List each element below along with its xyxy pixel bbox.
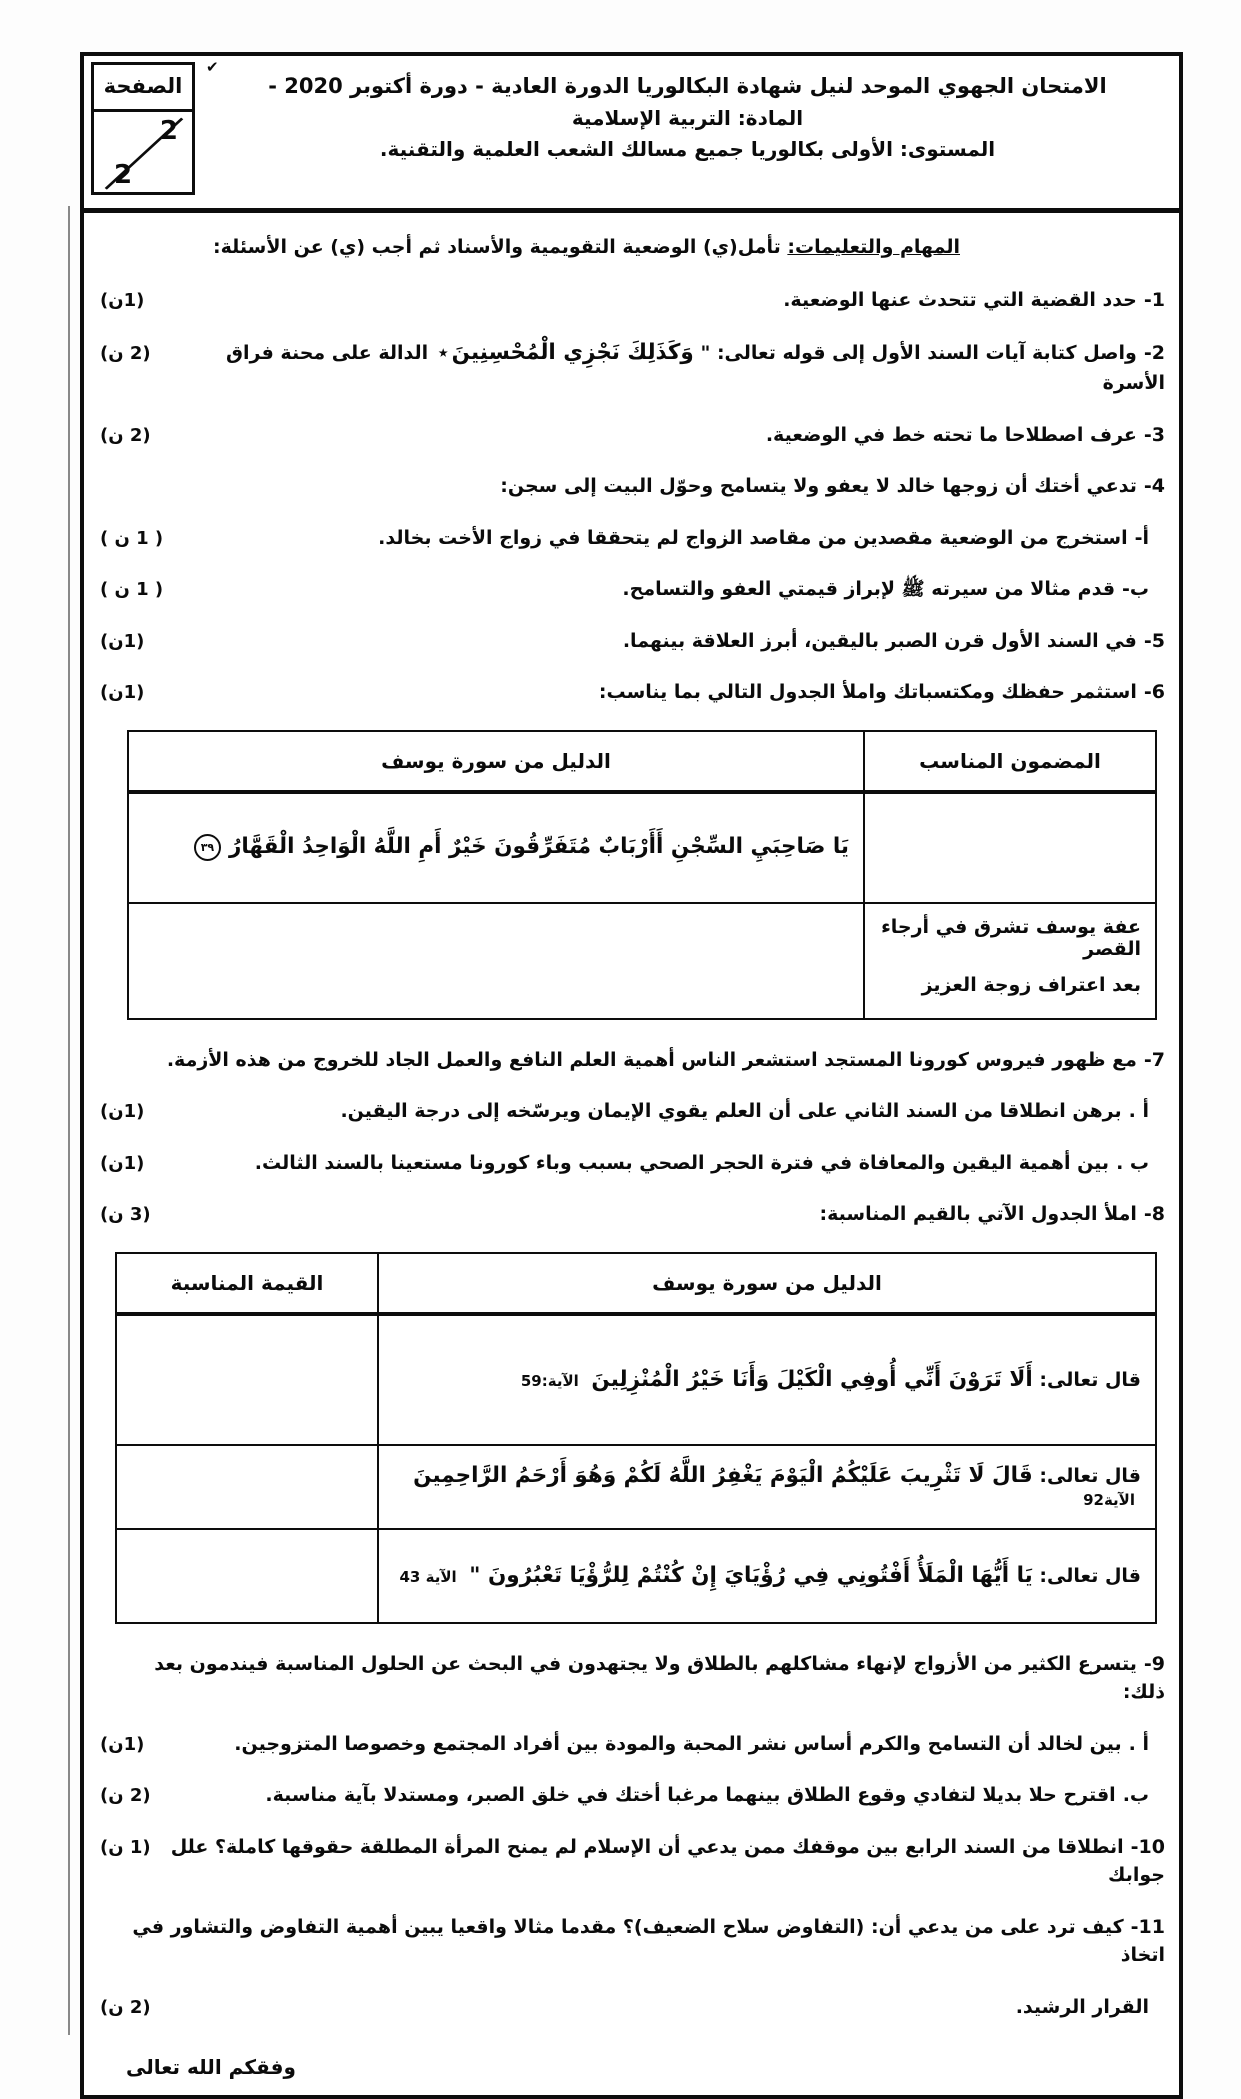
- question-8: [100, 1200, 1165, 1229]
- question-4: [100, 472, 1165, 501]
- ayah-reference: الآية92: [1083, 1491, 1135, 1510]
- question-number: أ-: [1134, 526, 1149, 549]
- table-row: [128, 903, 1156, 1019]
- question-11-line2: [100, 1993, 1165, 2022]
- question-text: واصل كتابة آيات السند الأول إلى قوله تعالى: ": [700, 342, 1137, 364]
- question-marks: ( 1 ن ): [100, 527, 164, 549]
- question-number: 9-: [1143, 1652, 1165, 1675]
- quran-verse: يَا صَاحِبَيِ السِّجْنِ أَأَرْبَابٌ مُتَفَرِّقُونَ خَيْرٌ أَمِ اللَّهُ الْوَاحِدُ الْقَهَّارُ: [228, 834, 849, 860]
- page-label: الصفحة: [94, 65, 192, 112]
- question-11-line1: [100, 1913, 1165, 1970]
- question-9: [100, 1650, 1165, 1707]
- ayah-star-icon: ٭: [437, 340, 449, 364]
- content-line: عفة يوسف تشرق في أرجاء القصر: [881, 915, 1141, 960]
- question-marks: (3 ن): [100, 1204, 151, 1226]
- question-number: 1-: [1143, 288, 1165, 311]
- exam-title: الامتحان الجهوي الموحد لنيل شهادة البكالوريا الدورة العادية - دورة أكتوبر 2020 -: [268, 74, 1107, 98]
- ayah-end-icon: ٣٩: [194, 834, 221, 861]
- question-text: املأ الجدول الآتي بالقيم المناسبة:: [819, 1203, 1137, 1226]
- quran-verse: أَلَا تَرَوْنَ أَنِّي أُوفِي الْكَيْلَ وَأَنَا خَيْرُ الْمُنْزِلِينَ: [591, 1367, 1033, 1393]
- verse-intro: قال تعالى:: [1039, 1465, 1141, 1488]
- exam-page: [80, 52, 1183, 2099]
- answer-cell: [116, 1529, 378, 1623]
- question-1: [100, 286, 1165, 315]
- instructions-label: المهام والتعليمات:: [787, 236, 960, 258]
- verse-intro: قال تعالى:: [1039, 1369, 1141, 1392]
- question-marks: (2 ن): [100, 343, 151, 364]
- question-number: 8-: [1143, 1203, 1165, 1226]
- question-number: 2-: [1143, 342, 1165, 364]
- ayah-reference: الآية:59: [520, 1372, 579, 1391]
- instructions-line: [100, 233, 1165, 262]
- table-header-row: [128, 731, 1156, 792]
- question-marks: (2 ن): [100, 1785, 151, 1807]
- question-number: 5-: [1143, 629, 1165, 652]
- question-number: 11-: [1130, 1915, 1165, 1938]
- question-number: أ .: [1128, 1100, 1149, 1123]
- page-fraction: [94, 112, 192, 192]
- column-header-value: القيمة المناسبة: [116, 1253, 378, 1314]
- question-number: ب-: [1122, 578, 1149, 601]
- question-10: [100, 1833, 1165, 1890]
- closing-blessing: وفقكم الله تعالى: [126, 2055, 296, 2080]
- question-6: [100, 678, 1165, 707]
- question-text: عرف اصطلاحا ما تحته خط في الوضعية.: [765, 423, 1137, 446]
- ayah-reference: الآية 43: [399, 1568, 457, 1587]
- question-text-suffix: الدالة على محنة فراق الأسرة: [226, 342, 1165, 395]
- question-text: برهن انطلاقا من السند الثاني على أن العلم يقوي الإيمان ويرسّخه إلى درجة اليقين.: [340, 1100, 1122, 1123]
- column-header-content: المضمون المناسب: [864, 731, 1156, 792]
- question-3: [100, 421, 1165, 450]
- question-text: مع ظهور فيروس كورونا المستجد استشعر الناس أهمية العلم النافع والعمل الجاد للخروج من هذه الأزمة.: [166, 1048, 1137, 1071]
- question-number: 6-: [1143, 681, 1165, 704]
- exam-header: [84, 56, 1179, 213]
- answer-cell: [116, 1445, 378, 1529]
- column-header-evidence: الدليل من سورة يوسف: [378, 1253, 1156, 1314]
- column-header-evidence: الدليل من سورة يوسف: [128, 731, 864, 792]
- question-number: 7-: [1143, 1048, 1165, 1071]
- answer-cell: [116, 1314, 378, 1445]
- question-marks: (1ن): [100, 289, 145, 311]
- table-evidence-content: [127, 730, 1157, 1020]
- page-number-box: [91, 62, 195, 195]
- quran-verse: يَا أَيُّهَا الْمَلَأُ أَفْتُونِي فِي رُؤْيَايَ إِنْ كُنْتُمْ لِلرُّؤْيَا تَعْبُرُونَ ": [469, 1563, 1033, 1589]
- table-row: [116, 1445, 1156, 1529]
- question-number: 4-: [1143, 475, 1165, 498]
- table-header-row: [116, 1253, 1156, 1314]
- question-marks: (1 ن): [100, 1836, 151, 1858]
- question-4a: [100, 524, 1165, 553]
- content-line: بعد اعتراف زوجة العزيز: [921, 973, 1141, 996]
- question-7: [100, 1046, 1165, 1075]
- question-text: استخرج من الوضعية مقصدين من مقاصد الزواج لم يتحققا في زواج الأخت بخالد.: [378, 526, 1128, 549]
- question-text: حدد القضية التي تتحدث عنها الوضعية.: [783, 288, 1137, 311]
- question-2: [100, 337, 1165, 398]
- exam-body: [84, 213, 1179, 2079]
- question-text: استثمر حفظك ومكتسباتك واملأ الجدول التالي بما يناسب:: [598, 681, 1137, 704]
- checkmark-icon: ✔: [206, 58, 219, 76]
- question-number: 3-: [1143, 423, 1165, 446]
- question-text: قدم مثالا من سيرته: [931, 578, 1116, 601]
- question-9b: [100, 1781, 1165, 1810]
- question-text-suffix: لإبراز قيمتي العفو والتسامح.: [622, 578, 896, 601]
- question-7b: [100, 1149, 1165, 1178]
- question-text: يتسرع الكثير من الأزواج لإنهاء مشاكلهم بالطلاق ولا يجتهدون في البحث عن الحلول المناسبة فيندمون بعد ذلك:: [154, 1652, 1165, 1704]
- question-text: انطلاقا من السند الرابع بين موقفك ممن يدعي أن الإسلام لم يمنح المرأة المطلقة حقوقها كاملة؟ علل جوابك: [170, 1835, 1165, 1887]
- page-current: 2: [159, 116, 178, 146]
- question-text: القرار الرشيد.: [1015, 1995, 1149, 2018]
- page-total: 2: [114, 160, 133, 190]
- question-marks: (1ن): [100, 682, 145, 704]
- question-marks: (1ن): [100, 1101, 145, 1123]
- question-number: أ .: [1128, 1732, 1149, 1755]
- verse-intro: قال تعالى:: [1039, 1565, 1141, 1588]
- question-marks: (2 ن): [100, 1996, 151, 2018]
- question-marks: (1ن): [100, 1152, 145, 1174]
- question-text: بين لخالد أن التسامح والكرم أساس نشر المحبة والمودة بين أفراد المجتمع وخصوصا المتزوجين.: [234, 1732, 1122, 1755]
- exam-subject: المادة: التربية الإسلامية: [571, 105, 804, 130]
- question-number: ب.: [1122, 1784, 1149, 1807]
- quran-verse: وَكَذَلِكَ نَجْزِي الْمُحْسِنِينَ: [451, 340, 694, 365]
- question-text: كيف ترد على من يدعي أن: (التفاوض سلاح الضعيف)؟ مقدما مثالا واقعيا يبين أهمية التفاوض والتشاور في اتخاذ: [132, 1915, 1165, 1967]
- question-9a: [100, 1730, 1165, 1759]
- question-7a: [100, 1097, 1165, 1126]
- pbuh-ligature: ﷺ: [901, 578, 925, 601]
- question-text: اقترح حلا بديلا لتفادي وقوع الطلاق بينهما مرغبا أختك في خلق الصبر، ومستدلا بآية مناسبة.: [265, 1784, 1116, 1807]
- instructions-text: تأمل(ي) الوضعية التقويمية والأسناد ثم أجب (ي) عن الأسئلة:: [213, 236, 781, 258]
- table-row: [116, 1529, 1156, 1623]
- scan-artifact-line: [68, 206, 70, 2035]
- table-evidence-values: [115, 1252, 1157, 1624]
- question-marks: (1ن): [100, 630, 145, 652]
- answer-cell: [864, 792, 1156, 903]
- quran-verse: قَالَ لَا تَثْرِيبَ عَلَيْكُمُ الْيَوْمَ يَغْفِرُ اللَّهُ لَكُمْ وَهُوَ أَرْحَمُ الرَّاحِمِينَ: [413, 1463, 1033, 1489]
- question-marks: (2 ن): [100, 424, 151, 446]
- question-marks: ( 1 ن ): [100, 579, 164, 601]
- answer-cell: [128, 903, 864, 1019]
- question-5: [100, 627, 1165, 656]
- question-number: ب .: [1116, 1151, 1149, 1174]
- question-number: 10-: [1130, 1835, 1165, 1858]
- question-text: في السند الأول قرن الصبر باليقين، أبرز العلاقة بينهما.: [622, 629, 1137, 652]
- question-text: بين أهمية اليقين والمعافاة في فترة الحجر الصحي بسبب وباء كورونا مستعينا بالسند الثالث.: [254, 1151, 1110, 1174]
- question-text: تدعي أختك أن زوجها خالد لا يعفو ولا يتسامح وحوّل البيت إلى سجن:: [500, 475, 1137, 498]
- exam-level: المستوى: الأولى بكالوريا جميع مسالك الشعب العلمية والتقنية.: [379, 136, 996, 161]
- table-row: [116, 1314, 1156, 1445]
- question-4b: [100, 575, 1165, 604]
- table-row: [128, 792, 1156, 903]
- question-marks: (1ن): [100, 1733, 145, 1755]
